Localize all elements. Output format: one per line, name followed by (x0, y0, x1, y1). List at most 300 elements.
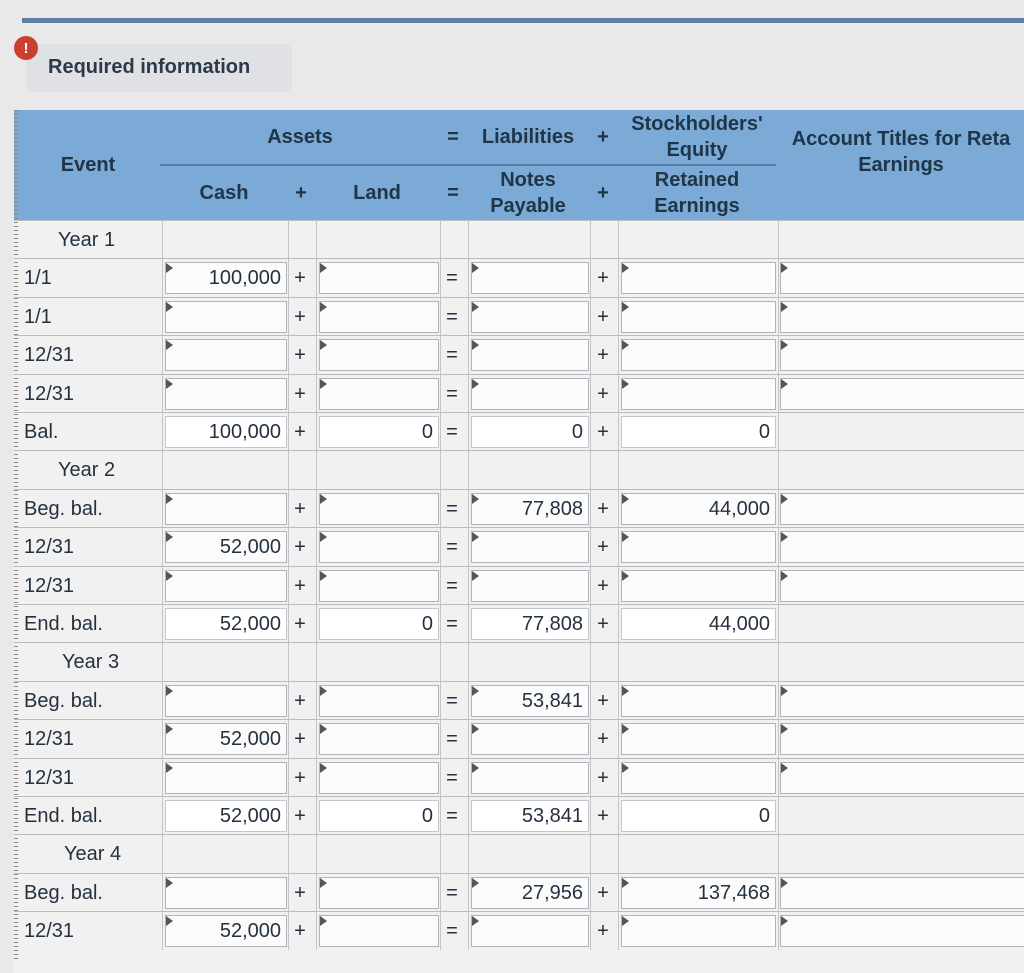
column-separator (162, 682, 163, 720)
column-separator (468, 336, 469, 374)
notes-input[interactable]: 27,956 (471, 877, 589, 909)
col-cash-header: Cash (199, 182, 249, 204)
table-row (14, 566, 1024, 605)
column-separator (316, 413, 317, 451)
column-separator (778, 336, 779, 374)
cash-input[interactable] (165, 762, 287, 794)
land-input: 0 (319, 800, 439, 832)
col-notes-payable-header: Notes Payable (490, 169, 566, 217)
notes-input[interactable]: 77,808 (471, 493, 589, 525)
column-separator (440, 682, 441, 720)
liabilities-group-header: Liabilities (481, 126, 575, 148)
account-title-input[interactable] (780, 262, 1024, 294)
column-separator (778, 643, 779, 681)
plus-sign: + (597, 536, 609, 559)
account-title-input[interactable] (780, 685, 1024, 717)
column-separator (316, 490, 317, 528)
column-separator (618, 336, 619, 374)
column-separator (590, 259, 591, 297)
plus-sign: + (597, 344, 609, 367)
column-separator (468, 643, 469, 681)
plus-sign: + (597, 689, 609, 712)
land-input[interactable] (319, 723, 439, 755)
column-separator (618, 759, 619, 797)
column-separator (618, 375, 619, 413)
event-label: 12/31 (24, 574, 75, 597)
col-account-titles-header: Account Titles for Reta Earnings (791, 128, 1011, 176)
re-input[interactable] (621, 762, 776, 794)
col-land-header: Land (353, 182, 401, 204)
column-separator (162, 336, 163, 374)
column-separator (316, 643, 317, 681)
column-separator (468, 835, 469, 873)
column-separator (440, 912, 441, 950)
column-separator (162, 605, 163, 643)
column-separator (778, 759, 779, 797)
column-separator (590, 835, 591, 873)
event-label: 1/1 (24, 305, 52, 328)
column-separator (162, 835, 163, 873)
equals-sign: = (446, 881, 458, 904)
equals-sign: = (446, 497, 458, 520)
column-separator (316, 567, 317, 605)
column-separator (618, 413, 619, 451)
column-separator (778, 490, 779, 528)
column-separator (590, 413, 591, 451)
column-separator (618, 221, 619, 259)
column-separator (162, 413, 163, 451)
column-separator (590, 874, 591, 912)
column-separator (778, 221, 779, 259)
notes-input[interactable] (471, 339, 589, 371)
column-separator (288, 528, 289, 566)
land-input[interactable] (319, 570, 439, 602)
event-label: Beg. bal. (24, 881, 103, 904)
plus-header: + (597, 126, 609, 148)
column-separator (316, 451, 317, 489)
column-separator (778, 298, 779, 336)
column-separator (590, 797, 591, 835)
column-separator (468, 221, 469, 259)
col-retained-earnings-header: Retained Earnings (654, 169, 740, 217)
column-separator (316, 375, 317, 413)
column-separator (468, 490, 469, 528)
event-label: Beg. bal. (24, 497, 103, 520)
column-separator (618, 797, 619, 835)
equals-header-2: = (447, 182, 459, 204)
account-title-input[interactable] (780, 877, 1024, 909)
column-separator (440, 413, 441, 451)
plus-sign: + (597, 305, 609, 328)
column-separator (468, 259, 469, 297)
plus-sign: + (597, 881, 609, 904)
event-label: End. bal. (24, 805, 103, 827)
plus-sign: + (597, 766, 609, 789)
column-separator (316, 221, 317, 259)
year-row (14, 642, 1024, 681)
balance-row (14, 604, 1024, 643)
column-separator (162, 259, 163, 297)
col-event-header: Event (60, 154, 116, 176)
column-separator (316, 528, 317, 566)
balance-row (14, 796, 1024, 835)
notes-input: 53,841 (471, 800, 589, 832)
event-label: 12/31 (24, 766, 75, 789)
account-title-input[interactable] (780, 915, 1024, 947)
column-separator (288, 835, 289, 873)
table-row (14, 489, 1024, 528)
account-title-input[interactable] (780, 762, 1024, 794)
column-separator (316, 720, 317, 758)
account-title-input[interactable] (780, 723, 1024, 755)
column-separator (590, 221, 591, 259)
column-separator (440, 221, 441, 259)
event-label: Beg. bal. (24, 689, 103, 712)
column-separator (316, 259, 317, 297)
land-input[interactable] (319, 301, 439, 333)
column-separator (778, 567, 779, 605)
plus-sign: + (294, 382, 306, 405)
column-separator (288, 797, 289, 835)
column-separator (468, 375, 469, 413)
column-separator (316, 682, 317, 720)
column-separator (162, 528, 163, 566)
plus-sign: + (597, 267, 609, 290)
column-separator (440, 835, 441, 873)
re-input[interactable] (621, 531, 776, 563)
year-label: Year 4 (64, 843, 122, 866)
plus-sign: + (294, 267, 306, 290)
column-separator (618, 643, 619, 681)
column-separator (288, 221, 289, 259)
re-input: 44,000 (621, 608, 776, 640)
column-separator (590, 298, 591, 336)
account-title-input[interactable] (780, 378, 1024, 410)
plus-sign: + (294, 574, 306, 597)
notes-input[interactable] (471, 378, 589, 410)
column-separator (468, 567, 469, 605)
equals-sign: = (446, 613, 458, 635)
equals-sign: = (446, 766, 458, 789)
equals-sign: = (446, 689, 458, 712)
cash-input[interactable]: 52,000 (165, 531, 287, 563)
column-separator (440, 874, 441, 912)
column-separator (618, 298, 619, 336)
equals-header: = (447, 126, 459, 148)
cash-input[interactable]: 100,000 (165, 262, 287, 294)
cash-input[interactable]: 52,000 (165, 723, 287, 755)
account-title-input[interactable] (780, 531, 1024, 563)
column-separator (778, 835, 779, 873)
column-separator (618, 605, 619, 643)
column-separator (162, 451, 163, 489)
column-separator (590, 912, 591, 950)
column-separator (162, 643, 163, 681)
cash-input[interactable] (165, 301, 287, 333)
re-input[interactable] (621, 570, 776, 602)
column-separator (162, 797, 163, 835)
column-separator (468, 874, 469, 912)
cash-input: 100,000 (165, 416, 287, 448)
plus-header-3: + (597, 182, 609, 204)
re-input[interactable] (621, 723, 776, 755)
cash-input: 52,000 (165, 800, 287, 832)
column-separator (288, 874, 289, 912)
column-separator (162, 490, 163, 528)
year-label: Year 1 (58, 229, 116, 251)
table-row (14, 758, 1024, 797)
table-row (14, 911, 1024, 950)
account-title-input[interactable] (780, 570, 1024, 602)
column-separator (288, 375, 289, 413)
column-separator (288, 605, 289, 643)
re-input[interactable]: 44,000 (621, 493, 776, 525)
equals-sign: = (446, 382, 458, 405)
column-separator (162, 759, 163, 797)
column-separator (440, 259, 441, 297)
column-separator (440, 490, 441, 528)
event-label: 12/31 (24, 536, 75, 559)
plus-sign: + (294, 689, 306, 712)
event-label: Bal. (24, 421, 59, 443)
column-separator (618, 912, 619, 950)
column-separator (162, 912, 163, 950)
column-separator (468, 605, 469, 643)
column-separator (468, 413, 469, 451)
column-separator (288, 413, 289, 451)
account-title-input[interactable] (780, 493, 1024, 525)
table-row (14, 374, 1024, 413)
plus-sign: + (294, 421, 306, 443)
re-input[interactable] (621, 339, 776, 371)
journal-table (0, 110, 1024, 973)
plus-header-2: + (295, 182, 307, 204)
re-input: 0 (621, 800, 776, 832)
cash-input: 52,000 (165, 608, 287, 640)
column-separator (778, 528, 779, 566)
cash-input[interactable] (165, 570, 287, 602)
plus-sign: + (294, 536, 306, 559)
re-input[interactable] (621, 262, 776, 294)
plus-sign: + (294, 613, 306, 635)
plus-sign: + (294, 344, 306, 367)
column-separator (618, 720, 619, 758)
equals-sign: = (446, 305, 458, 328)
column-separator (468, 912, 469, 950)
cash-input[interactable] (165, 378, 287, 410)
notes-input[interactable] (471, 723, 589, 755)
column-separator (468, 720, 469, 758)
land-input: 0 (319, 608, 439, 640)
column-separator (618, 835, 619, 873)
column-separator (778, 605, 779, 643)
event-label: 1/1 (24, 267, 52, 290)
column-separator (778, 797, 779, 835)
column-separator (778, 682, 779, 720)
column-separator (288, 720, 289, 758)
cash-input[interactable] (165, 493, 287, 525)
column-separator (316, 874, 317, 912)
land-input[interactable] (319, 877, 439, 909)
re-input[interactable] (621, 301, 776, 333)
equals-sign: = (446, 574, 458, 597)
column-separator (316, 298, 317, 336)
land-input[interactable] (319, 339, 439, 371)
required-info-title: Required information (48, 56, 251, 78)
column-separator (316, 835, 317, 873)
notes-input[interactable]: 53,841 (471, 685, 589, 717)
column-separator (778, 413, 779, 451)
year-label: Year 3 (62, 651, 120, 674)
column-separator (618, 682, 619, 720)
table-row (14, 527, 1024, 566)
column-separator (618, 259, 619, 297)
column-separator (590, 451, 591, 489)
year-row (14, 834, 1024, 873)
column-separator (590, 759, 591, 797)
column-separator (288, 682, 289, 720)
column-separator (618, 451, 619, 489)
event-label: 12/31 (24, 728, 75, 751)
notes-input[interactable] (471, 301, 589, 333)
notes-input[interactable] (471, 262, 589, 294)
re-input[interactable] (621, 915, 776, 947)
plus-sign: + (597, 574, 609, 597)
year-row (14, 450, 1024, 489)
column-separator (468, 797, 469, 835)
plus-sign: + (597, 728, 609, 751)
plus-sign: + (597, 382, 609, 405)
land-input[interactable] (319, 262, 439, 294)
event-label: 12/31 (24, 382, 75, 405)
column-separator (288, 490, 289, 528)
column-separator (440, 451, 441, 489)
cash-input[interactable] (165, 339, 287, 371)
column-separator (618, 874, 619, 912)
table-row (14, 681, 1024, 720)
column-separator (316, 912, 317, 950)
column-separator (440, 605, 441, 643)
equals-sign: = (446, 728, 458, 751)
re-input[interactable] (621, 685, 776, 717)
column-separator (288, 336, 289, 374)
notes-input[interactable] (471, 762, 589, 794)
cash-input[interactable] (165, 877, 287, 909)
plus-sign: + (597, 613, 609, 635)
column-separator (468, 682, 469, 720)
column-separator (590, 643, 591, 681)
notes-input[interactable] (471, 531, 589, 563)
column-separator (618, 567, 619, 605)
cash-input[interactable]: 52,000 (165, 915, 287, 947)
land-input[interactable] (319, 493, 439, 525)
plus-sign: + (597, 497, 609, 520)
plus-sign: + (294, 728, 306, 751)
year-row (14, 220, 1024, 259)
equals-sign: = (446, 920, 458, 943)
column-separator (618, 490, 619, 528)
plus-sign: + (597, 421, 609, 443)
land-input[interactable] (319, 378, 439, 410)
column-separator (440, 375, 441, 413)
column-separator (778, 720, 779, 758)
column-separator (440, 567, 441, 605)
column-separator (468, 298, 469, 336)
plus-sign: + (597, 920, 609, 943)
re-input[interactable]: 137,468 (621, 877, 776, 909)
column-separator (590, 720, 591, 758)
plus-sign: + (597, 805, 609, 827)
notes-input[interactable] (471, 915, 589, 947)
year-label: Year 2 (58, 459, 116, 482)
column-separator (590, 605, 591, 643)
plus-sign: + (294, 497, 306, 520)
re-input[interactable] (621, 378, 776, 410)
equals-sign: = (446, 344, 458, 367)
equals-sign: = (446, 267, 458, 290)
column-separator (440, 336, 441, 374)
account-title-input[interactable] (780, 339, 1024, 371)
column-separator (316, 797, 317, 835)
column-separator (440, 528, 441, 566)
notes-input[interactable] (471, 570, 589, 602)
column-separator (288, 759, 289, 797)
account-title-input[interactable] (780, 301, 1024, 333)
column-separator (288, 912, 289, 950)
column-separator (778, 375, 779, 413)
column-separator (162, 874, 163, 912)
column-separator (288, 567, 289, 605)
equity-group-header: Stockholders' Equity (631, 113, 763, 161)
top-divider (22, 18, 1024, 23)
land-input[interactable] (319, 915, 439, 947)
column-separator (162, 720, 163, 758)
column-separator (468, 451, 469, 489)
land-input[interactable] (319, 762, 439, 794)
table-row (14, 719, 1024, 758)
notes-input: 0 (471, 416, 589, 448)
column-separator (316, 336, 317, 374)
column-separator (440, 298, 441, 336)
column-separator (468, 759, 469, 797)
column-separator (590, 375, 591, 413)
column-separator (778, 912, 779, 950)
event-label: End. bal. (24, 613, 103, 635)
table-row (14, 297, 1024, 336)
column-separator (778, 259, 779, 297)
column-separator (590, 336, 591, 374)
column-separator (618, 528, 619, 566)
column-separator (316, 605, 317, 643)
table-row (14, 258, 1024, 297)
column-separator (316, 759, 317, 797)
column-separator (288, 643, 289, 681)
plus-sign: + (294, 920, 306, 943)
balance-row (14, 412, 1024, 451)
land-input[interactable] (319, 685, 439, 717)
column-separator (162, 221, 163, 259)
column-separator (778, 451, 779, 489)
column-separator (440, 643, 441, 681)
column-separator (468, 528, 469, 566)
land-input[interactable] (319, 531, 439, 563)
column-separator (440, 759, 441, 797)
table-row (14, 873, 1024, 912)
table-row (14, 335, 1024, 374)
equals-sign: = (446, 805, 458, 827)
column-separator (590, 490, 591, 528)
cash-input[interactable] (165, 685, 287, 717)
